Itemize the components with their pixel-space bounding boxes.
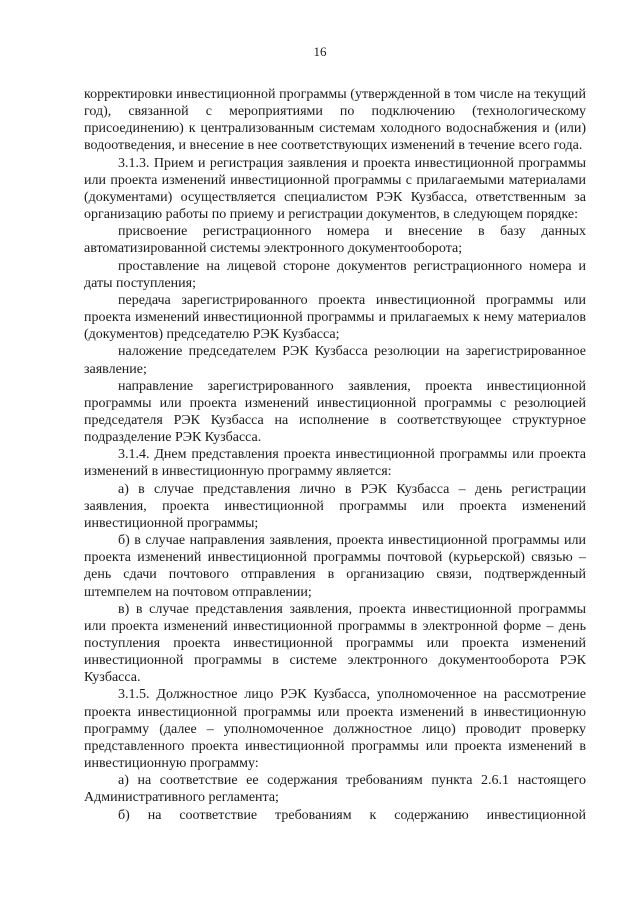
paragraph-3-1-3: 3.1.3. Прием и регистрация заявления и проекта инвестиционной программы или проекта изменений инвестиционной программы с прилагаемыми материалами (документами) осуществляется специалистом РЭК Кузбасса, ответственным за организацию работы по приему и регистрации документов, в следующем порядке: [84,155,586,223]
page-number: 16 [313,44,327,59]
paragraph-transfer-to-chairman: передача зарегистрированного проекта инвестиционной программы или проекта изменений инвестиционной программы и прилагаемых к нему материалов (документов) председателю РЭК Кузбасса; [84,292,586,343]
paragraph-3-1-4: 3.1.4. Днем представления проекта инвестиционной программы или проекта изменений в инвестиционную программу является: [84,447,586,480]
paragraph-item-a-in-person: а) в случае представления лично в РЭК Кузбасса – день регистрации заявления, проекта инвестиционной программы или проекта изменений инвестиционной программы; [84,481,586,531]
paragraph-check-b: б) на соответствие требованиям к содержанию инвестиционной [118,807,586,823]
document-body [84,86,586,824]
paragraph-item-b-postal: б) в случае направления заявления, проекта инвестиционной программы или проекта изменений инвестиционной программы почтовой (курьерской) связью – день сдачи почтового отправления в организацию связи, подтвержденный штемпелем на почтовом отправлении; [84,533,586,600]
paragraph-check-a: а) на соответствие ее содержания требованиям пункта 2.6.1 настоящего Административного регламента; [84,773,586,806]
paragraph-send-for-execution: направление зарегистрированного заявления, проекта инвестиционной программы или проекта изменений инвестиционной программы с резолюцией председателя РЭК Кузбасса на исполнение в соответствующее структурное подразделение РЭК Кузбасса. [84,378,586,446]
paragraph-3-1-5: 3.1.5. Должностное лицо РЭК Кузбасса, уполномоченное на рассмотрение проекта инвестиционной программы или проекта изменений в инвестиционную программу (далее – уполномоченное должностное лицо) проводит проверку представленного проекта инвестиционной программы или проекта изменений в инвестиционную программу: [84,687,586,772]
paragraph-continuation: корректировки инвестиционной программы (утвержденной в том числе на текущий год), связанной с мероприятиями по подключению (технологическому присоединению) к централизованным системам холодного водоснабжения и (или) водоотведения, и внесение в нее соответствующих изменений в течение всего года. [84,87,586,154]
paragraph-stamp-number-date: проставление на лицевой стороне документов регистрационного номера и даты поступления; [84,258,586,291]
paragraph-registration-number: присвоение регистрационного номера и внесение в базу данных автоматизированной системы электронного документооборота; [84,224,586,257]
paragraph-item-v-electronic: в) в случае представления заявления, проекта инвестиционной программы или проекта изменений инвестиционной программы в электронной форме – день поступления проекта инвестиционной программы или проекта изменений инвестиционной программы в системе электронного документооборота РЭК Кузбасса. [84,601,586,686]
paragraph-resolution: наложение председателем РЭК Кузбасса резолюции на зарегистрированное заявление; [84,344,586,377]
